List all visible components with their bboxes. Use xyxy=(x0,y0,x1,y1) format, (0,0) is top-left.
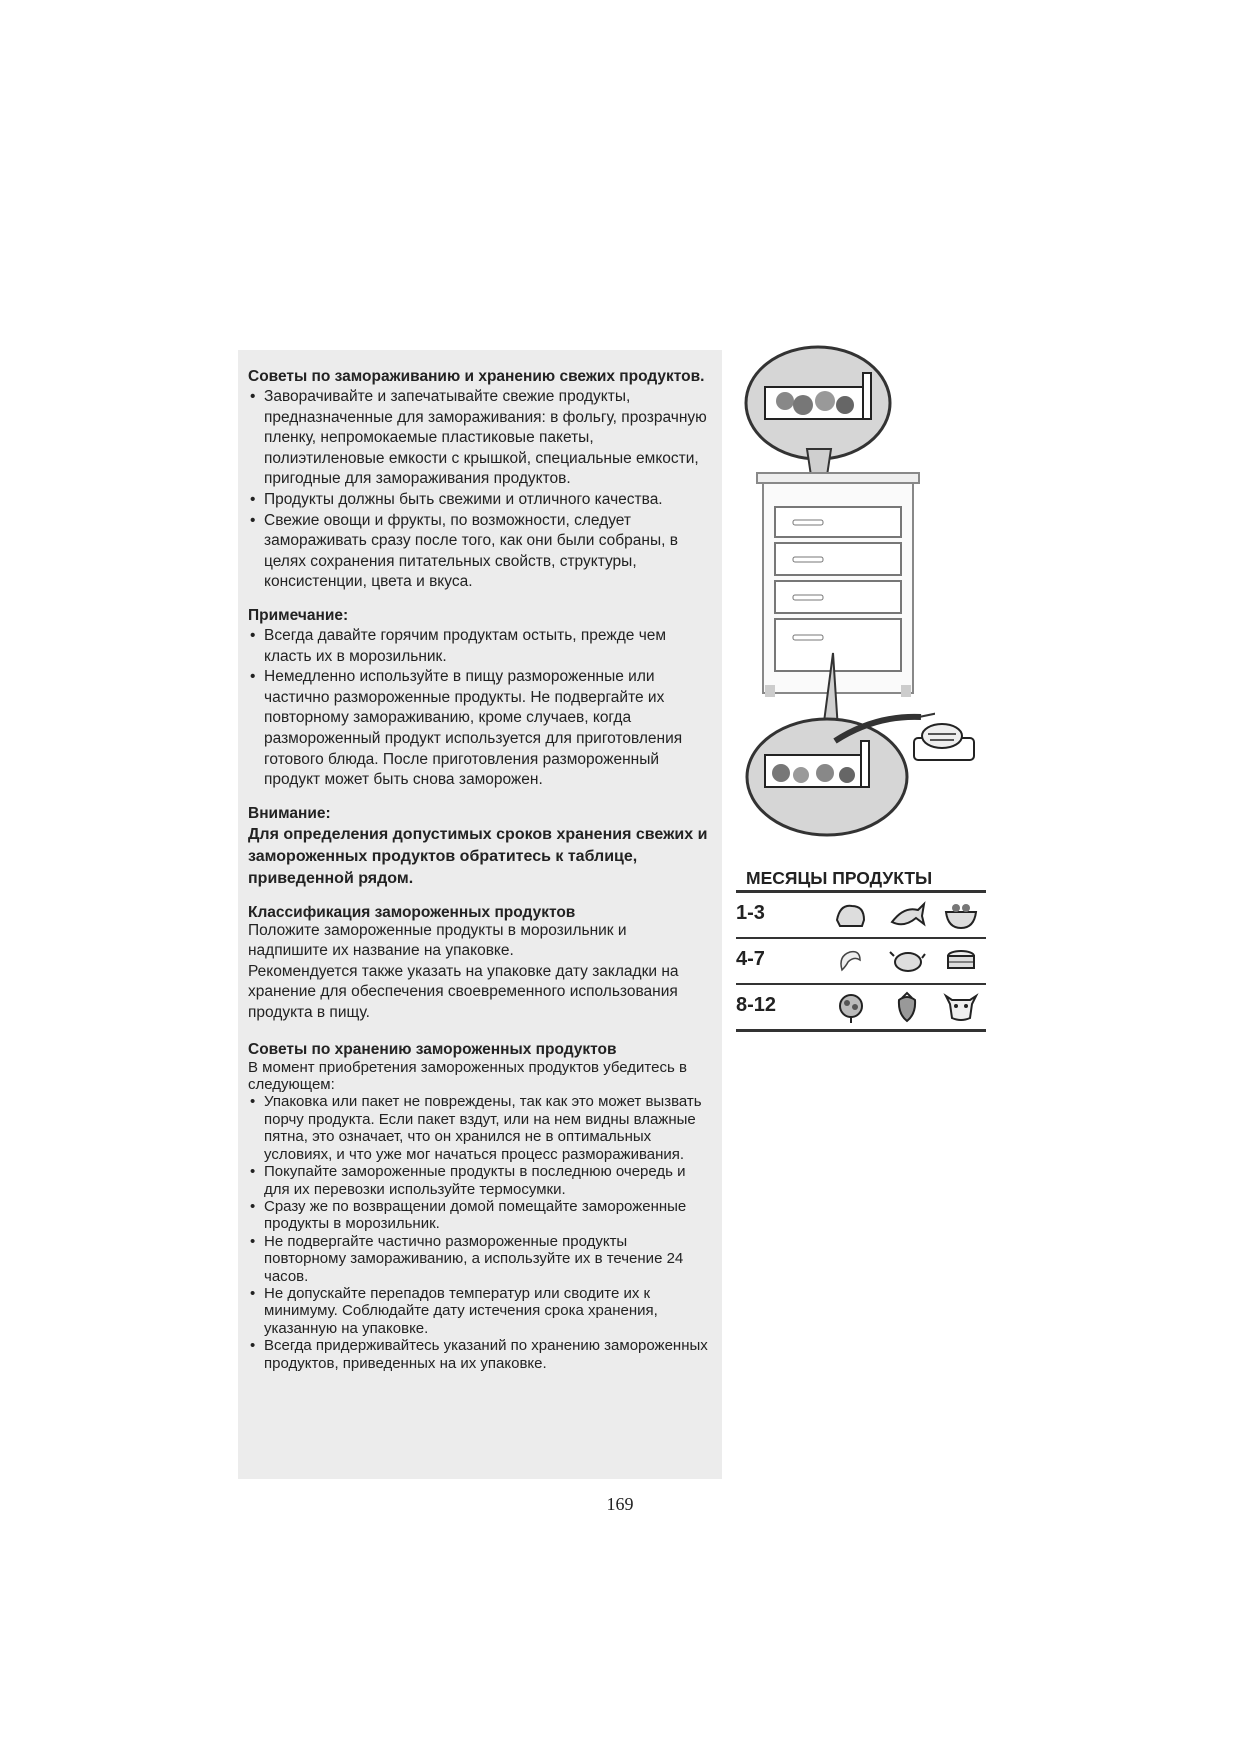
food-container-icon xyxy=(910,720,980,770)
section-freezing-heading: Советы по замораживанию и хранению свежих продуктов. xyxy=(248,368,705,385)
classification-paragraph: Положите замороженные продукты в морозильник и надпишите их название на упаковке. xyxy=(248,921,627,960)
cow-icon xyxy=(942,990,980,1024)
list-item: • Упаковка или пакет не повреждены, так как это может вызвать порчу продукта. Если пакет вздут, или на нем видны влажные пятна, это означает, что он хранился не в оптимальных условиях, и что уже мог начаться процесс размораживания. xyxy=(248,1093,710,1163)
list-item: • Заворачивайте и запечатывайте свежие продукты, предназначенные для замораживания: в фольгу, прозрачную пленку, непромокаемые пластиковые пакеты, полиэтиленовые емкости с крышкой, специальные емкости, пригодные для замораживания продуктов. xyxy=(248,387,710,490)
list-item: • Сразу же по возвращении домой помещайте замороженные продукты в морозильник. xyxy=(248,1198,710,1233)
classification-heading: Классификация замороженных продуктов xyxy=(248,903,576,921)
list-item: • Покупайте замороженные продукты в последнюю очередь и для их перевозки используйте термосумки. xyxy=(248,1163,710,1198)
bread-icon xyxy=(832,898,870,932)
vegetables-icon xyxy=(832,990,870,1024)
freezer-illustration xyxy=(735,345,935,845)
list-item: • Не подвергайте частично размороженные продукты повторному замораживанию, а используйте их в течение 24 часов. xyxy=(248,1233,710,1285)
note-heading: Примечание: xyxy=(248,606,349,624)
text-column xyxy=(238,350,722,1479)
shrimp-icon xyxy=(832,944,870,978)
table-row xyxy=(736,985,986,1032)
cheese-stack-icon xyxy=(942,944,980,978)
list-item: • Немедленно используйте в пищу размороженные или частично размороженные продукты. Не подвергайте их повторному замораживанию, кроме случаев, когда размороженный продукт используется для приготовления готового блюда. После приготовления размороженный продукт может быть снова заморожен. xyxy=(248,667,710,791)
poultry-icon xyxy=(888,944,926,978)
soup-bowl-icon xyxy=(942,898,980,932)
storage-table xyxy=(736,866,986,1032)
list-item: • Свежие овощи и фрукты, по возможности, следует замораживать сразу после того, как они были собраны, в целях сохранения питательных свойств, структуры, консистенции, цвета и вкуса. xyxy=(248,511,710,593)
fish-icon xyxy=(888,898,926,932)
storage-intro: В момент приобретения замороженных продуктов убедитесь в следующем: xyxy=(248,1058,687,1094)
list-item: • Не допускайте перепадов температур или сводите их к минимуму. Соблюдайте дату истечения срока хранения, указанную на упаковке. xyxy=(248,1285,710,1337)
table-row xyxy=(736,893,986,939)
months-label: 1-3 xyxy=(736,902,765,924)
storage-body xyxy=(248,1059,710,1372)
storage-heading: Советы по хранению замороженных продуктов xyxy=(248,1040,617,1058)
classification-paragraph: Рекомендуется также указать на упаковке дату закладки на хранение для обеспечения своевременного использования продукта в пищу. xyxy=(248,962,679,1022)
table-header: МЕСЯЦЫ ПРОДУКТЫ xyxy=(746,868,933,888)
strawberry-icon xyxy=(888,990,926,1024)
table-row xyxy=(736,939,986,985)
months-label: 8-12 xyxy=(736,994,777,1016)
attention-text: Для определения допустимых сроков хранения свежих и замороженных продуктов обратитесь к таблице, приведенной рядом. xyxy=(248,825,708,887)
months-label: 4-7 xyxy=(736,948,765,970)
list-item: • Продукты должны быть свежими и отличного качества. xyxy=(248,490,710,511)
attention-heading: Внимание: xyxy=(248,804,331,822)
page-number: 169 xyxy=(606,1494,634,1514)
list-item: • Всегда давайте горячим продуктам остыть, прежде чем класть их в морозильник. xyxy=(248,626,710,667)
list-item: • Всегда придерживайтесь указаний по хранению замороженных продуктов, приведенных на их упаковке. xyxy=(248,1337,710,1372)
